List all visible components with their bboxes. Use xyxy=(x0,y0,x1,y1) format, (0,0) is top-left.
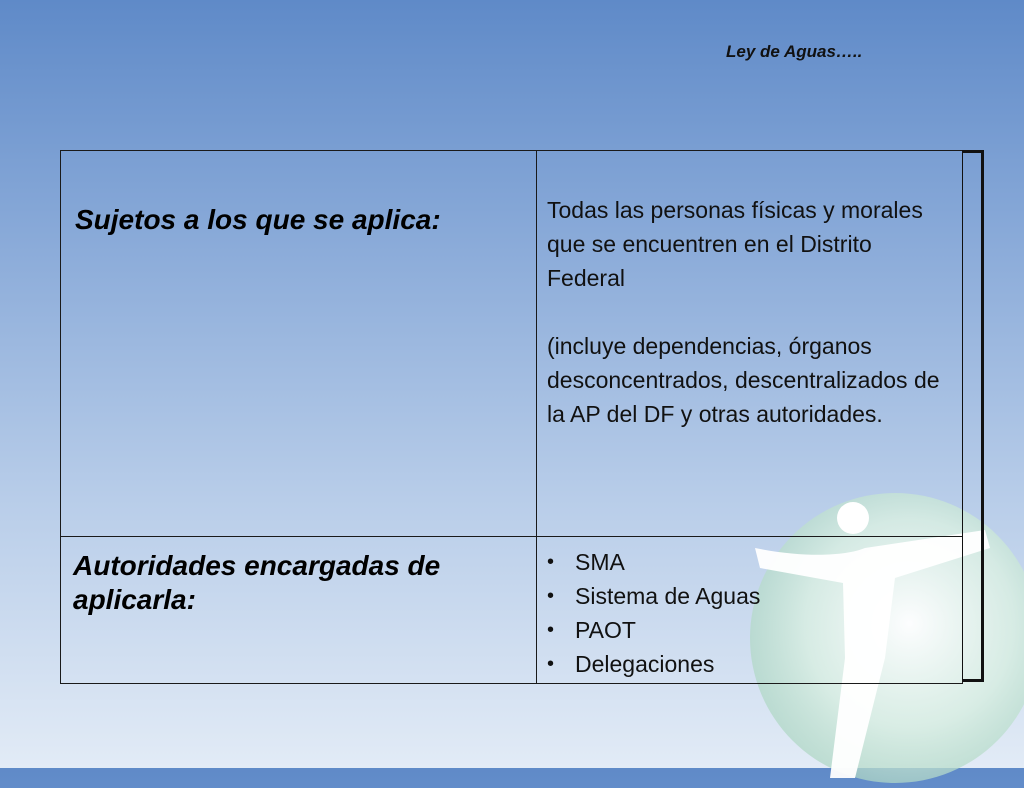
row-label: Sujetos a los que se aplica: xyxy=(75,204,441,235)
table-row xyxy=(61,537,963,684)
list-item: • SMA xyxy=(547,545,962,579)
list-item: • Delegaciones xyxy=(547,647,962,681)
bullet-icon: • xyxy=(547,619,555,641)
slide-header-title: Ley de Aguas….. xyxy=(726,42,863,61)
bullet-icon: • xyxy=(547,653,555,675)
row-label-cell xyxy=(61,151,537,537)
row-list-cell xyxy=(537,537,963,684)
description-paragraph: (incluye dependencias, órganos desconcentrados, descentralizados de la AP del DF y otras autoridades. xyxy=(547,333,940,427)
description-paragraph: Todas las personas físicas y morales que se encuentren en el Distrito Federal xyxy=(547,197,923,291)
bullet-icon: • xyxy=(547,585,555,607)
list-item: • Sistema de Aguas xyxy=(547,579,962,613)
row-label: Autoridades encargadas de aplicarla: xyxy=(73,550,441,615)
bullet-icon: • xyxy=(547,551,555,573)
table-row xyxy=(61,151,963,537)
authority-list xyxy=(537,537,962,681)
row-description-cell xyxy=(537,151,963,537)
list-item: • PAOT xyxy=(547,613,962,647)
row-label-cell xyxy=(61,537,537,684)
info-table xyxy=(60,150,963,684)
right-bracket-decoration xyxy=(962,150,984,682)
